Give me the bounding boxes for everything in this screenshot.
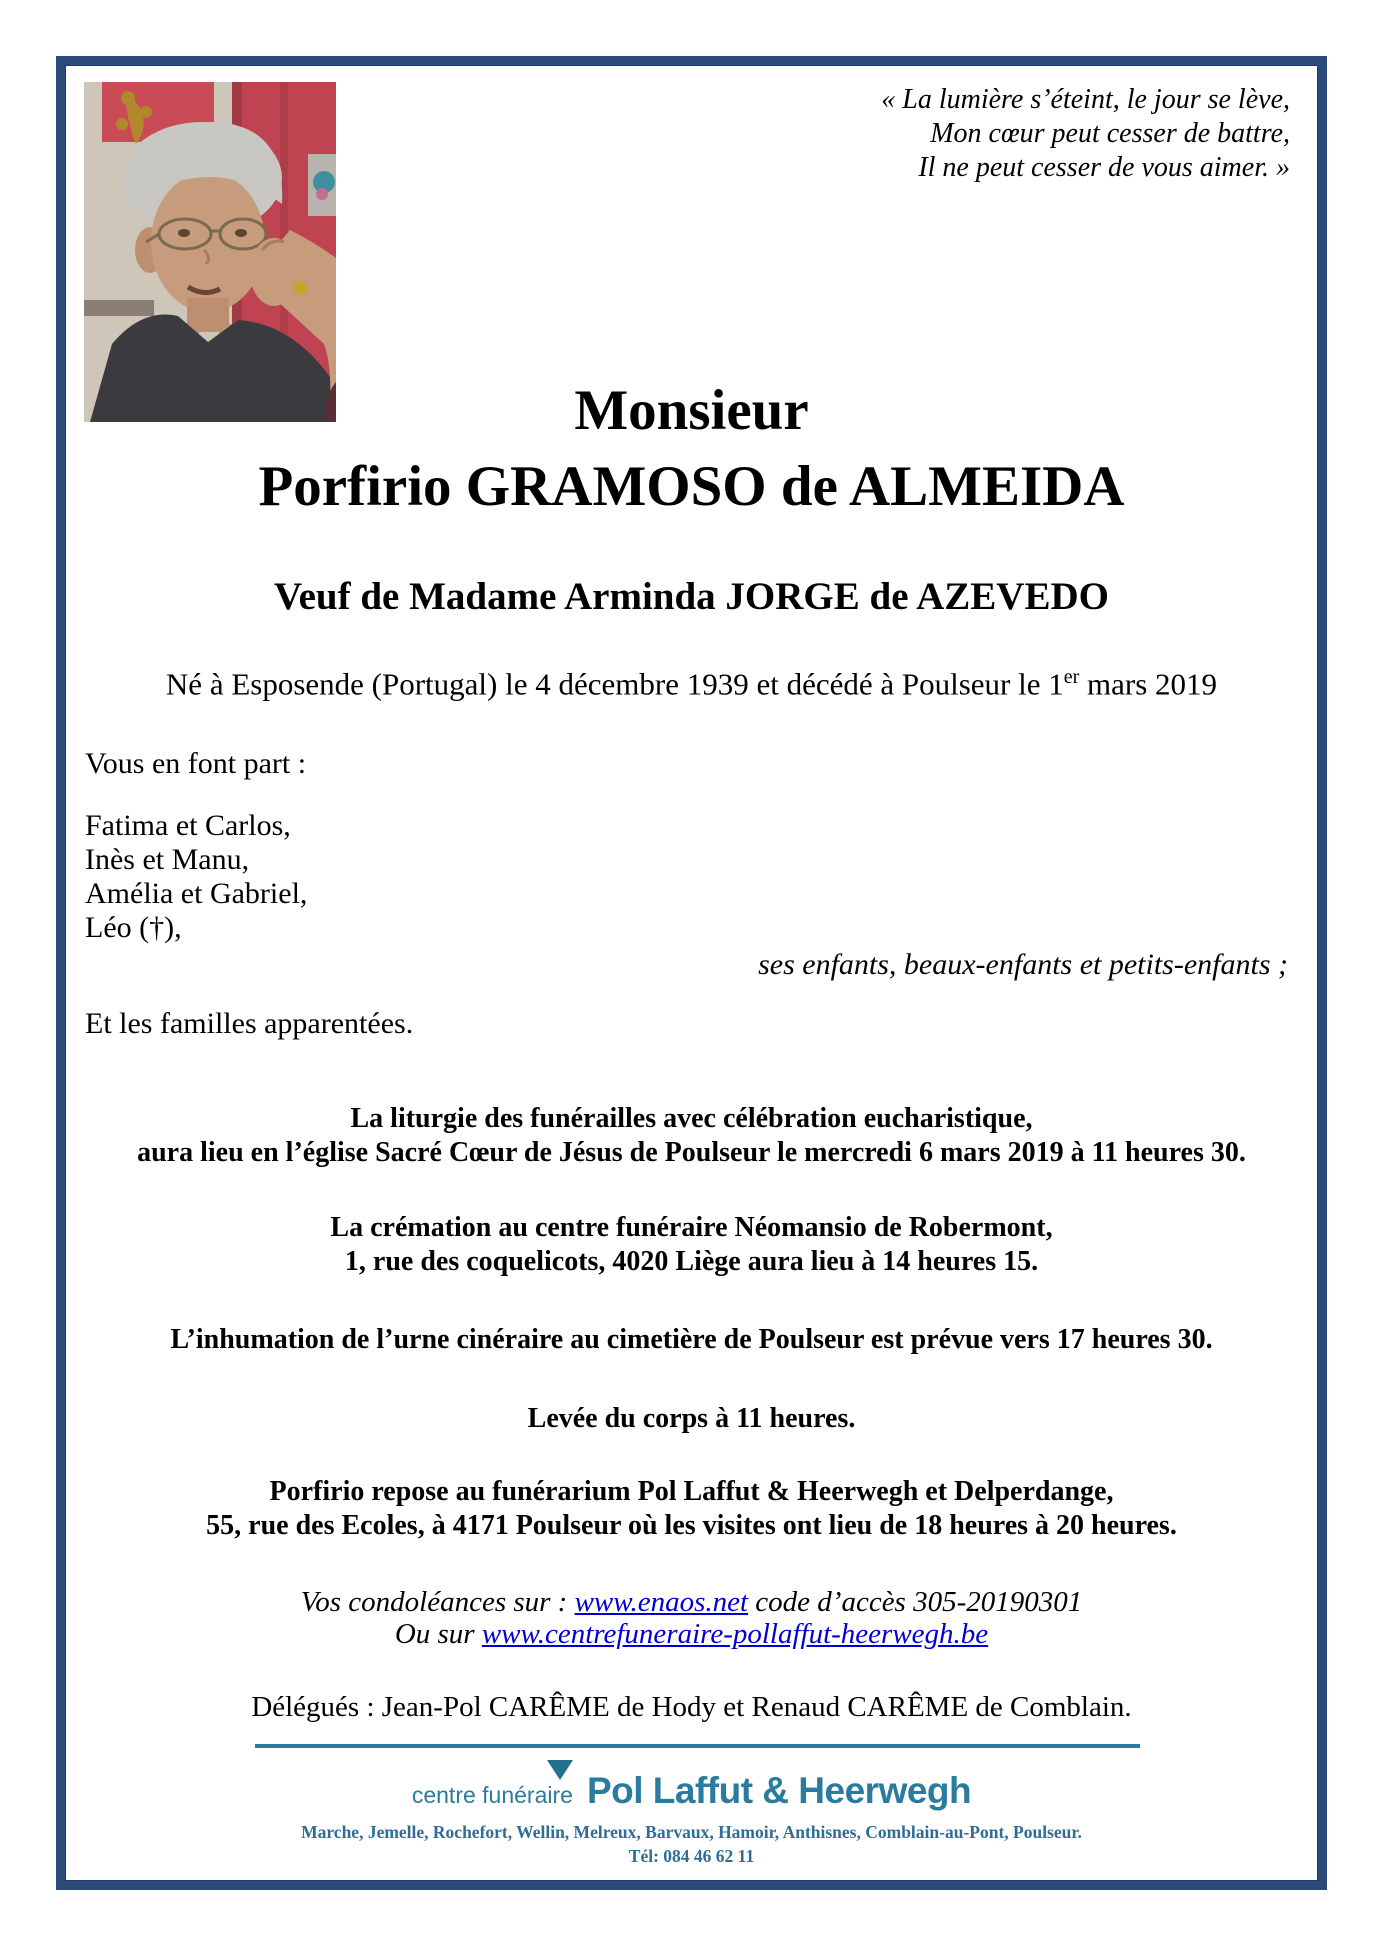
birth-death-line bbox=[65, 666, 1318, 702]
footer-cities-line: Marche, Jemelle, Rochefort, Wellin, Melreux, Barvaux, Hamoir, Anthisnes, Comblain-au-Pont, Poulseur. bbox=[301, 1822, 1082, 1842]
condolences-suffix-1: code d’accès 305-20190301 bbox=[748, 1586, 1083, 1618]
liturgy-line-2: aura lieu en l’église Sacré Cœur de Jésus de Poulseur le mercredi 6 mars 2019 à 11 heures 30. bbox=[137, 1137, 1246, 1168]
relative-name-2: Inès et Manu, bbox=[85, 843, 250, 876]
enaos-link[interactable]: www.enaos.net bbox=[574, 1586, 749, 1618]
quote-line-2: Mon cœur peut cesser de battre, bbox=[930, 117, 1290, 149]
page-title bbox=[65, 373, 1318, 526]
condolences-line-2 bbox=[65, 1618, 1318, 1650]
liturgy-line-1: La liturgie des funérailles avec célébration eucharistique, bbox=[350, 1103, 1033, 1134]
condolences-block bbox=[65, 1586, 1318, 1650]
repose-paragraph bbox=[65, 1475, 1318, 1543]
repose-line-2: 55, rue des Ecoles, à 4171 Poulseur où les visites ont lieu de 18 heures à 20 heures. bbox=[206, 1510, 1177, 1541]
levee-line: Levée du corps à 11 heures. bbox=[527, 1403, 856, 1434]
cremation-line-1: La crémation au centre funéraire Néomansio de Robermont, bbox=[330, 1212, 1053, 1243]
quote-line-1: « La lumière s’éteint, le jour se lève, bbox=[881, 84, 1290, 115]
brand-small-text: centre funéraire bbox=[411, 1782, 573, 1808]
families-line: Et les familles apparentées. bbox=[85, 1007, 414, 1040]
cremation-line-2: 1, rue des coquelicots, 4020 Liège aura lieu à 14 heures 15. bbox=[344, 1246, 1039, 1277]
title-deceased-name: Porfirio GRAMOSO de ALMEIDA bbox=[258, 455, 1125, 519]
widower-line: Veuf de Madame Arminda JORGE de AZEVEDO bbox=[274, 575, 1109, 618]
cremation-paragraph bbox=[65, 1211, 1318, 1279]
relation-line: ses enfants, beaux-enfants et petits-enfants ; bbox=[758, 948, 1288, 981]
memorial-quote bbox=[881, 83, 1290, 185]
repose-line-1: Porfirio repose au funérarium Pol Laffut & Heerwegh et Delperdange, bbox=[269, 1476, 1114, 1507]
funeral-home-brand bbox=[65, 1770, 1318, 1812]
quote-line-3: Il ne peut cesser de vous aimer. » bbox=[918, 151, 1290, 183]
relatives-list bbox=[85, 809, 307, 945]
liturgy-paragraph bbox=[65, 1102, 1318, 1170]
condolences-prefix-2: Ou sur bbox=[394, 1618, 482, 1650]
relative-name-3: Amélia et Gabriel, bbox=[85, 877, 308, 910]
ordinal-superscript: er bbox=[1063, 666, 1080, 688]
footer-phone-line: Tél: 084 46 62 11 bbox=[628, 1846, 755, 1866]
portrait-photo-graphic bbox=[84, 82, 336, 422]
portrait-photo bbox=[84, 82, 336, 422]
announcement-intro: Vous en font part : bbox=[85, 747, 307, 780]
condolences-line-1 bbox=[65, 1586, 1318, 1618]
funeral-home-website-link[interactable]: www.centrefuneraire-pollaffut-heerwegh.be bbox=[481, 1618, 989, 1650]
birth-death-prefix: Né à Esposende (Portugal) le 4 décembre 1939 et décédé à Poulseur le 1 bbox=[165, 666, 1064, 702]
inhumation-line: L’inhumation de l’urne cinéraire au cimetière de Poulseur est prévue vers 17 heures 30. bbox=[170, 1324, 1213, 1355]
birth-death-suffix: mars 2019 bbox=[1079, 666, 1218, 702]
page-border-frame bbox=[56, 56, 1327, 1890]
brand-large-text: Pol Laffut & Heerwegh bbox=[586, 1770, 972, 1811]
title-salutation: Monsieur bbox=[574, 379, 809, 442]
delegates-line: Délégués : Jean-Pol CARÊME de Hody et Renaud CARÊME de Comblain. bbox=[251, 1691, 1132, 1723]
relative-name-4: Léo (†), bbox=[85, 911, 182, 944]
relative-name-1: Fatima et Carlos, bbox=[85, 809, 291, 842]
footer-divider-rule bbox=[255, 1744, 1140, 1748]
condolences-prefix-1: Vos condoléances sur : bbox=[300, 1586, 575, 1618]
